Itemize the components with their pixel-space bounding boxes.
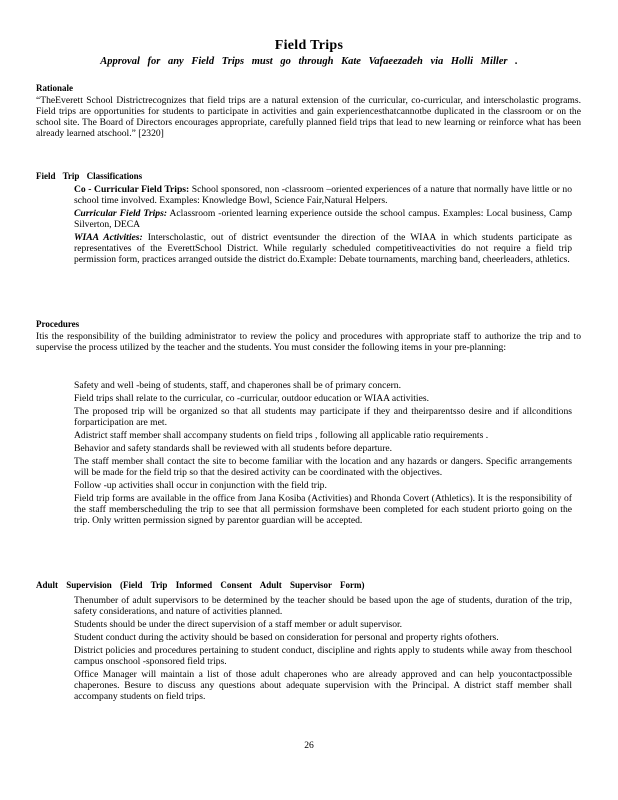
procedure-item	[0, 443, 600, 454]
procedure-item-text: Field trip forms are available in the office from Jana Kosiba (Activities) and Rhonda Covert (Athletics). It is the responsibility of the staff memberscheduling the trip to see that all permission formshave been completed for each student priorto going on the trip. Only written permission signed by parentor guardian will be accepted.	[74, 493, 572, 526]
procedure-item-text: Field trips shall relate to the curricular, co -curricular, outdoor education or WIAA activities.	[74, 393, 429, 404]
procedures-intro: Itis the responsibility of the building administrator to review the policy and procedures with appropriate staff to authorize the trip and to supervise the process utilized by the teacher and the students. You must consider the following items in your pre-planning:	[36, 331, 581, 353]
rationale-heading: Rationale	[36, 83, 73, 93]
procedures-heading: Procedures	[36, 319, 80, 329]
supervision-item-text: Student conduct during the activity should be based on consideration for personal and property rights ofothers.	[74, 632, 499, 643]
procedure-item-text: Behavior and safety standards shall be reviewed with all students before departure.	[74, 443, 393, 454]
classifications-heading: Field Trip Classifications	[36, 171, 143, 181]
classification-term: Co - Curricular Field Trips:	[74, 184, 190, 195]
procedure-item	[0, 430, 600, 441]
supervision-item-text: District policies and procedures pertaining to student conduct, discipline and rights apply to students while away from theschool campus onschool -sponsored field trips.	[74, 645, 572, 667]
supervision-item-text: Students should be under the direct supervision of a staff member or adult supervisor.	[74, 619, 403, 630]
adult-supervision-heading: Adult Supervision (Field Trip Informed Consent Adult Supervisor Form)	[36, 580, 365, 590]
classification-description: Aclassroom -oriented learning experience outside the school campus. Examples: Local business, Camp Silverton, DECA	[74, 208, 572, 230]
procedure-item-text: The staff member shall contact the site to become familiar with the location and any hazards or dangers. Specific arrangements will be made for the field trip so that the desired activity can be coordinated with the objectives.	[74, 456, 572, 478]
adult-supervision-list	[0, 595, 600, 704]
procedure-item	[0, 480, 600, 491]
procedure-item	[0, 456, 600, 478]
classification-description: Interscholastic, out of district eventsunder the direction of the WIAA in which students participate as representatives of the EverettSchool District. While regularly scheduled competitiveactivities do not require a field trip permission form, practices arranged outside the district do.Example: Debate tournaments, marching band, cheerleaders, athletics.	[74, 232, 572, 265]
procedure-item	[0, 406, 600, 428]
classification-description: School sponsored, non -classroom –oriented experiences of a nature that normally have little or no school time involved. Examples: Knowledge Bowl, Science Fair,Natural Helpers.	[74, 184, 572, 206]
rationale-text: “TheEverett School Districtrecognizes that field trips are a natural extension of the curricular, co-curricular, and interscholastic programs. Field trips are opportunities for students to participate in activities and gain experiencesthatcannotbe duplicated in the classroom or on the school site. The Board of Directors encourages appropriate, carefully planned field trips that lead to new learning or reinforce what has been already learned atschool.” [2320]	[36, 95, 581, 139]
supervision-item-text: Thenumber of adult supervisors to be determined by the teacher should be based upon the age of students, duration of the trip, safety considerations, and nature of activities planned.	[74, 595, 572, 617]
supervision-item	[0, 645, 600, 667]
classifications-list	[0, 184, 600, 267]
classification-item	[0, 184, 600, 206]
page-subtitle: Approval for any Field Trips must go through Kate Vafaeezadeh via Holli Miller .	[100, 56, 518, 67]
classification-item	[0, 208, 600, 230]
supervision-item	[0, 619, 600, 630]
procedure-item-text: Follow -up activities shall occur in conjunction with the field trip.	[74, 480, 327, 491]
procedure-item	[0, 393, 600, 404]
procedure-item	[0, 493, 600, 526]
supervision-item	[0, 595, 600, 617]
supervision-item	[0, 669, 600, 702]
supervision-item	[0, 632, 600, 643]
classification-item	[0, 232, 600, 265]
classification-term: WIAA Activities:	[74, 232, 143, 243]
supervision-item-text: Office Manager will maintain a list of those adult chaperones who are already approved and can help youcontactpossible chaperones. Besure to discuss any questions about adequate supervision with the Principal. A district staff member shall accompany students on field trips.	[74, 669, 572, 702]
procedure-item	[0, 380, 600, 391]
classification-term: Curricular Field Trips:	[74, 208, 168, 219]
page-number: 26	[304, 740, 314, 751]
page-title: Field Trips	[274, 38, 344, 53]
procedure-item-text: Safety and well -being of students, staff, and chaperones shall be of primary concern.	[74, 380, 401, 391]
procedure-item-text: The proposed trip will be organized so that all students may participate if they and theirparentsso desire and if allconditions forparticipation are met.	[74, 406, 572, 428]
procedure-item-text: Adistrict staff member shall accompany students on field trips , following all applicable ratio requirements .	[74, 430, 489, 441]
procedures-list	[0, 380, 600, 528]
